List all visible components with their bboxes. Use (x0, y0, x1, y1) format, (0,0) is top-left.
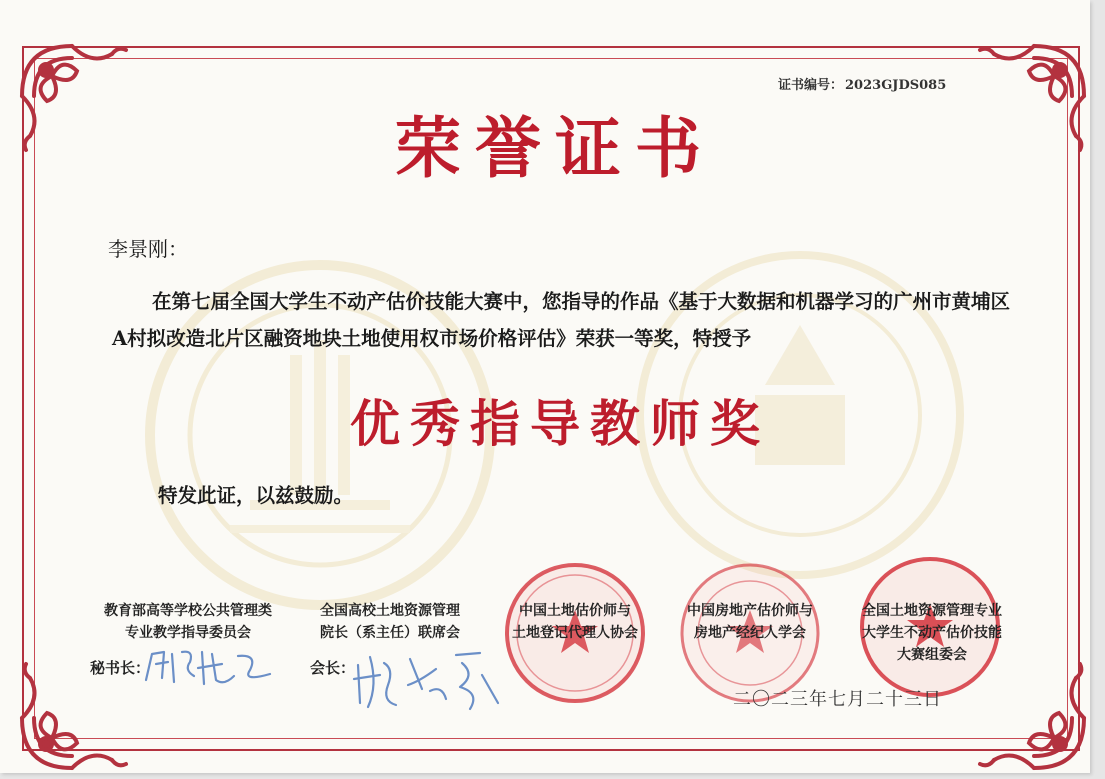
issuer-line: 院长（系主任）联席会 (320, 625, 460, 641)
award-name: 优秀指导教师奖 (350, 394, 770, 453)
issuer-land-management-council (300, 600, 480, 644)
recipient-name: 李景刚： (108, 237, 188, 261)
certificate-number (778, 74, 946, 93)
corner-ornament-top-left (12, 36, 130, 154)
issuer-line: 中国土地估价师与 (519, 603, 631, 619)
issuer-line: 教育部高等学校公共管理类 (104, 603, 272, 619)
issuer-line: 房地产经纪人学会 (694, 625, 806, 641)
issuer-competition-committee (842, 600, 1022, 666)
issuer-line: 大赛组委会 (897, 647, 967, 663)
issuer-line: 中国房地产估价师与 (687, 603, 813, 619)
closing-text: 特发此证，以兹鼓励。 (158, 484, 354, 507)
issuer-moe-committee (88, 600, 288, 644)
issuer-line: 大学生不动产估价技能 (862, 625, 1002, 641)
secretary-general-label: 秘书长： (90, 659, 151, 677)
corner-ornament-top-right (976, 36, 1094, 154)
issuer-line: 专业教学指导委员会 (125, 625, 251, 641)
signature-president (350, 645, 510, 715)
certificate-number-label: 证书编号： (778, 78, 844, 93)
certificate-title: 荣誉证书 (395, 109, 715, 187)
issuer-real-estate-institute (670, 600, 830, 644)
issuer-land-appraisers-association (500, 600, 650, 644)
issue-date: 二〇二三年七月二十三日 (733, 689, 942, 710)
citation-text: 在第七届全国大学生不动产估价技能大赛中，您指导的作品《基于大数据和机器学习的广州市黄埔区A村拟改造北片区融资地块土地使用权市场价格评估》荣获一等奖，特授予 (112, 290, 1011, 350)
certificate-number-value: 2023GJDS085 (845, 78, 947, 93)
issuer-line: 全国高校土地资源管理 (320, 603, 460, 619)
issuer-line: 全国土地资源管理专业 (862, 603, 1002, 619)
issuer-line: 土地登记代理人协会 (512, 625, 638, 641)
signature-secretary-general (138, 640, 288, 700)
president-label: 会长： (310, 659, 356, 677)
